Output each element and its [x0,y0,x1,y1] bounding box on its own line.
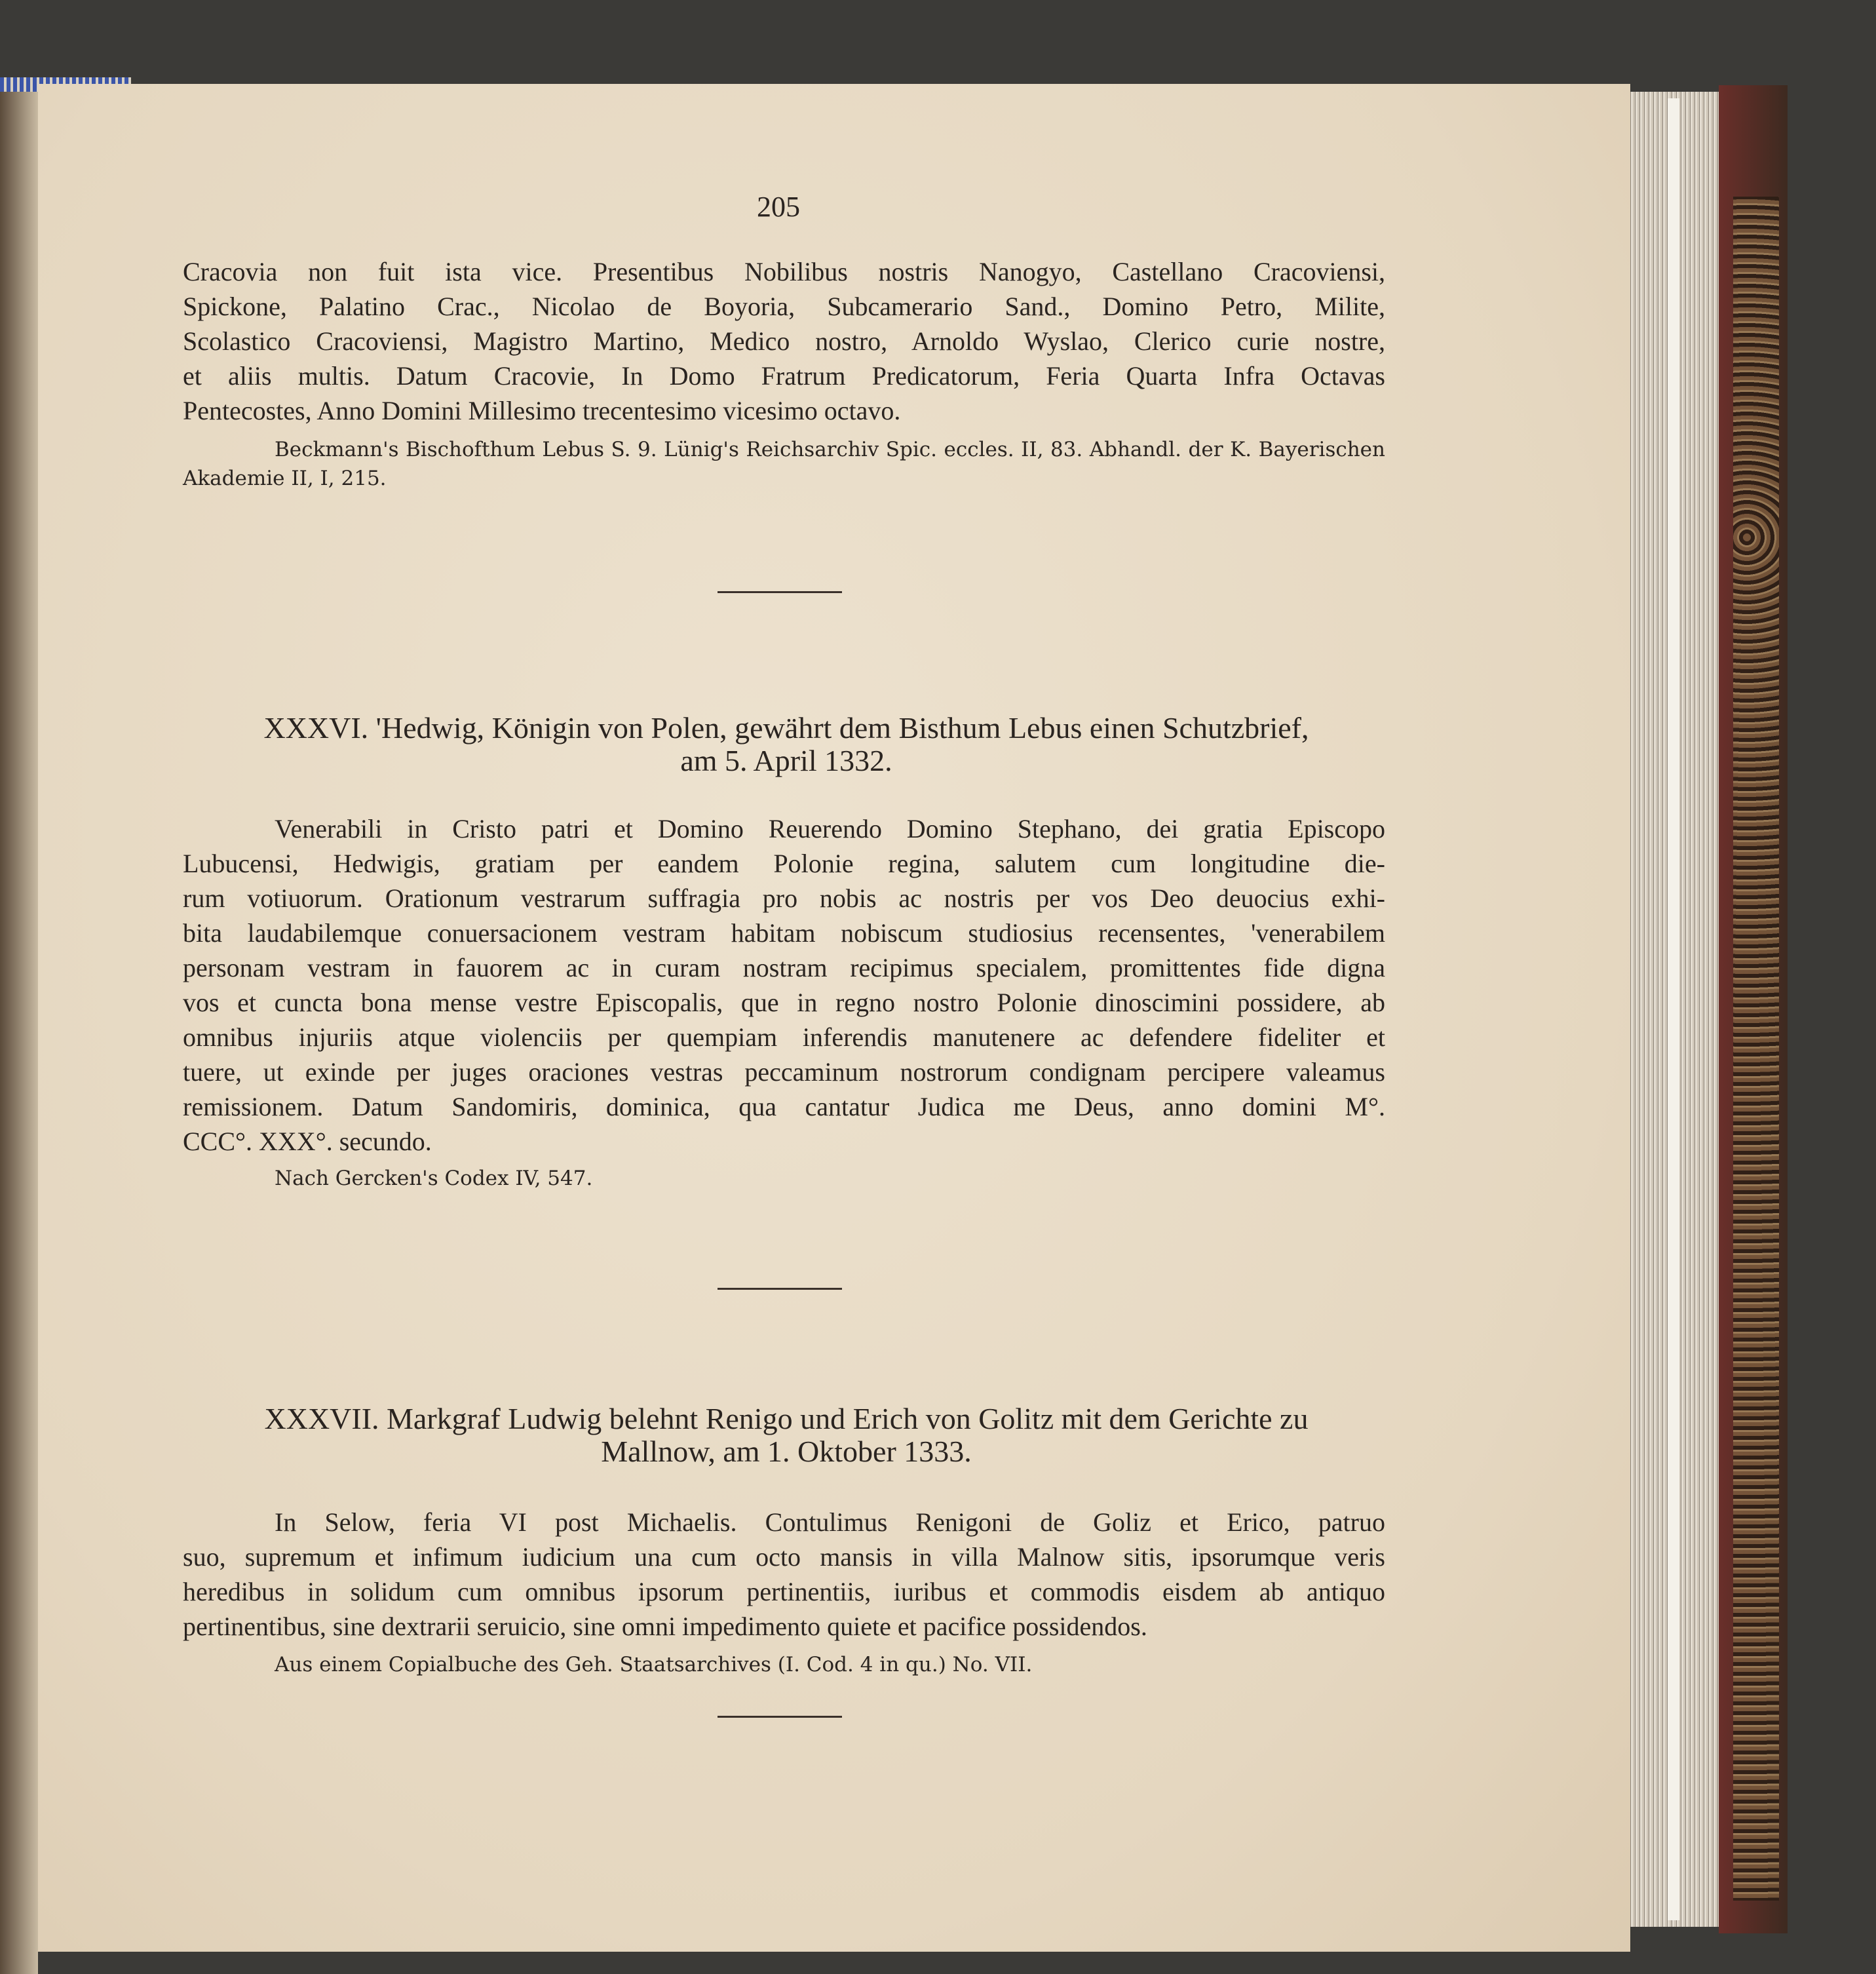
text-line: pertinentibus, sine dextrarii seruicio, sine omni impedimento quiete et pacifice possidendos. [183,1612,1147,1641]
text-line: Scolastico Cracoviensi, Magistro Martino, Medico nostro, Arnoldo Wyslao, Clerico curie nostre, [183,326,1385,356]
heading-line: am 5. April 1332. [680,744,892,777]
text-line: personam vestram in fauorem ac in curam nostram recipimus specialem, promittentes fide digna [183,953,1385,982]
text-line: bita laudabilemque conuersacionem vestram habitam nobiscum studiosius recensentes, 'venerabilem [183,918,1385,948]
section-divider [718,1288,842,1290]
section2-text [183,811,1385,1159]
footnote: Nach Gercken's Codex IV, 547. [275,1167,593,1190]
marbled-endpaper [1733,197,1779,1901]
section-divider [718,1716,842,1718]
text-line: tuere, ut exinde per juges oraciones vestras peccaminum nostrorum condignam percipere valeamus [183,1057,1385,1087]
text-line: Pentecostes, Anno Domini Millesimo trecentesimo vicesimo octavo. [183,396,901,425]
section3-text [183,1505,1385,1644]
text-line: omnibus injuriis atque violenciis per quempiam inferendis manutenere ac defendere fideliter et [183,1022,1385,1052]
text-line: Spickone, Palatino Crac., Nicolao de Boyoria, Subcamerario Sand., Domino Petro, Milite, [183,292,1385,321]
text-line: CCC°. XXX°. secundo. [183,1127,432,1156]
heading-line: XXXVII. Markgraf Ludwig belehnt Renigo und Erich von Golitz mit dem Gerichte zu [264,1402,1309,1435]
text-line: Cracovia non fuit ista vice. Presentibus Nobilibus nostris Nanogyo, Castellano Cracoviensi, [183,257,1385,286]
text-line: suo, supremum et infimum iudicium una cum octo mansis in villa Malnow sitis, ipsorumque veris [183,1542,1385,1572]
footnote: Akademie II, I, 215. [183,467,387,490]
page-edges-highlight [1668,98,1679,1920]
footnote: Beckmann's Bischofthum Lebus S. 9. Lünig's Reichsarchiv Spic. eccles. II, 83. Abhandl. der K. Bayerischen [275,438,1385,461]
text-line: Venerabili in Cristo patri et Domino Reuerendo Domino Stephano, dei gratia Episcopo [275,814,1385,843]
section-heading [197,712,1376,777]
text-line: vos et cuncta bona mense vestre Episcopalis, que in regno nostro Polonie dinoscimini possidere, ab [183,988,1385,1017]
section-divider [718,591,842,593]
text-line: Lubucensi, Hedwigis, gratiam per eandem Polonie regina, salutem cum longitudine die- [183,849,1385,878]
section1-text [183,254,1385,428]
heading-line: Mallnow, am 1. Oktober 1333. [601,1435,972,1468]
heading-line: XXXVI. 'Hedwig, Königin von Polen, gewährt dem Bisthum Lebus einen Schutzbrief, [263,711,1309,745]
text-line: remissionem. Datum Sandomiris, dominica, qua cantatur Judica me Deus, anno domini M°. [183,1092,1385,1121]
text-line: In Selow, feria VI post Michaelis. Contulimus Renigoni de Goliz et Erico, patruo [275,1507,1385,1537]
page-number: 205 [757,191,800,223]
footnote: Aus einem Copialbuche des Geh. Staatsarchives (I. Cod. 4 in qu.) No. VII. [275,1653,1033,1676]
text-line: et aliis multis. Datum Cracovie, In Domo Fratrum Predicatorum, Feria Quarta Infra Octavas [183,361,1385,391]
book-spine [0,79,38,1974]
section-heading [197,1403,1376,1468]
text-line: heredibus in solidum cum omnibus ipsorum pertinentiis, iuribus et commodis eisdem ab antiquo [183,1577,1385,1606]
text-line: rum votiuorum. Orationum vestrarum suffragia pro nobis ac nostris per vos Deo deuocius exhi- [183,883,1385,913]
